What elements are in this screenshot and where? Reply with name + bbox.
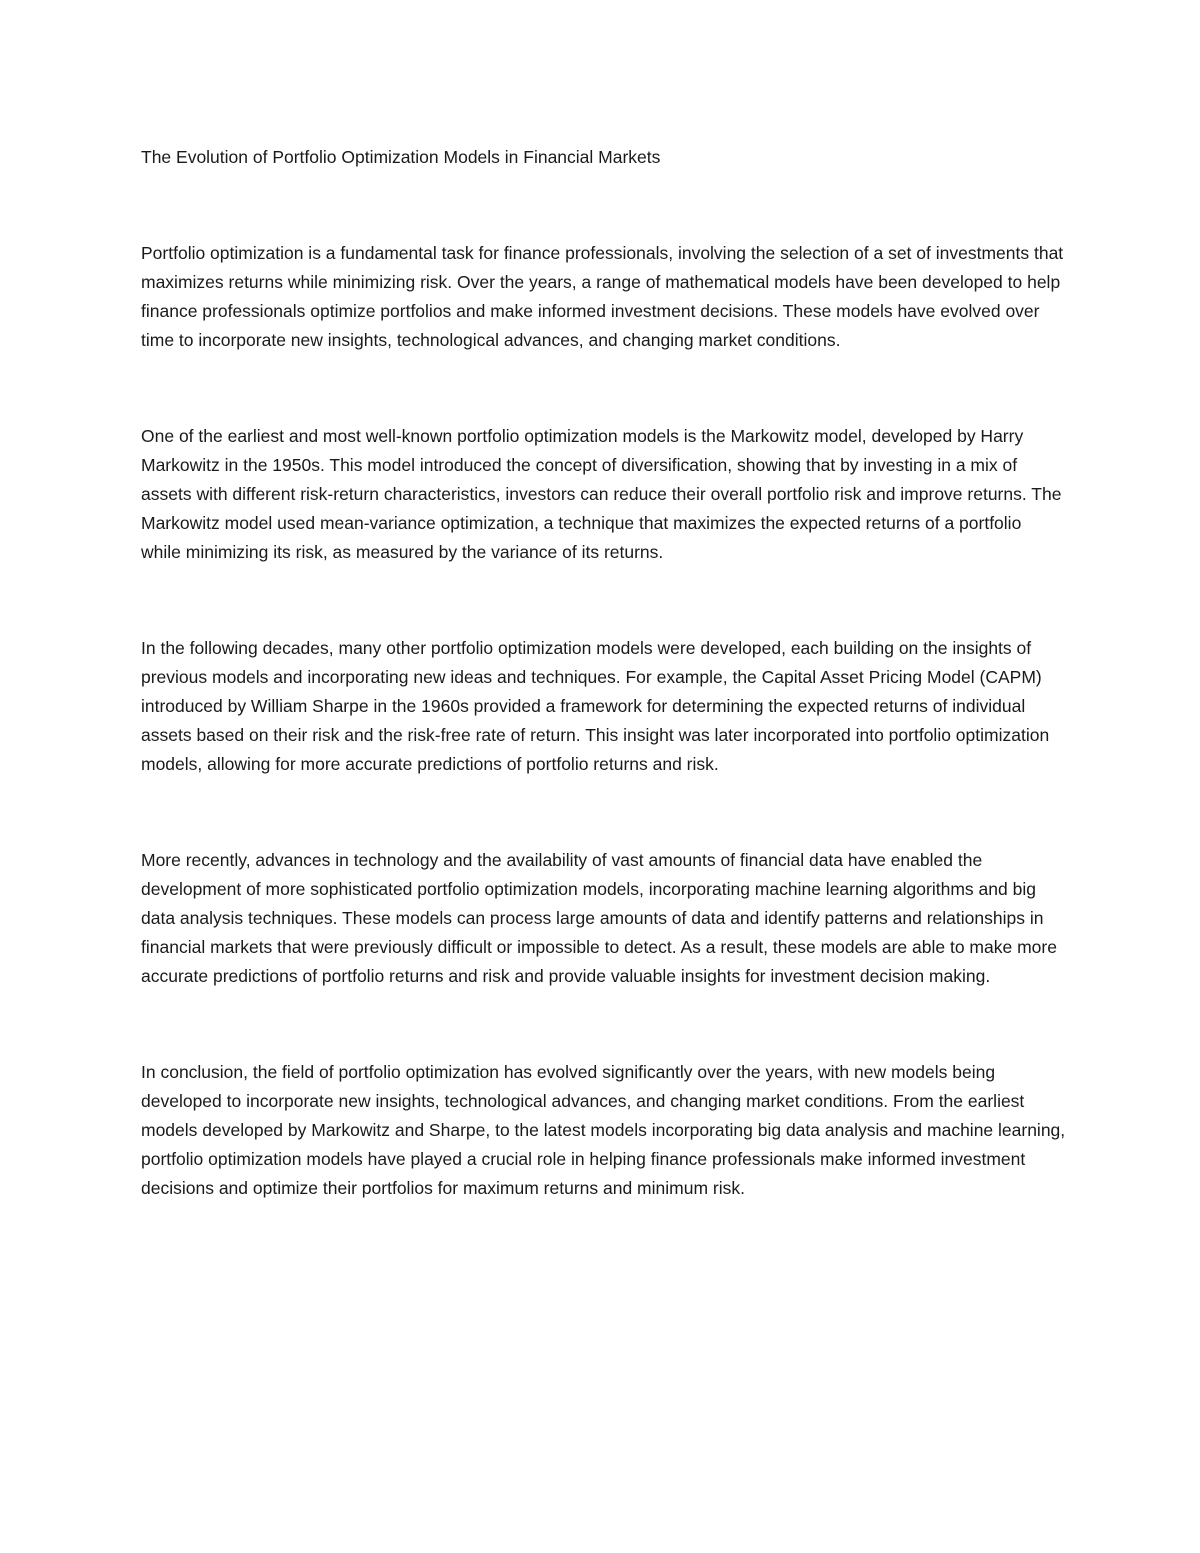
- paragraph-conclusion: In conclusion, the field of portfolio optimization has evolved significantly over the years, with new models being developed to incorporate new insights, technological advances, and changing market conditions. From the earliest models developed by Markowitz and Sharpe, to the latest models incorporating big data analysis and machine learning, portfolio optimization models have played a crucial role in helping finance professionals make informed investment decisions and optimize their portfolios for maximum returns and minimum risk.: [141, 1062, 1066, 1198]
- paragraph-intro: Portfolio optimization is a fundamental task for finance professionals, involving the selection of a set of investments that maximizes returns while minimizing risk. Over the years, a range of mathematical models have been developed to help finance professionals optimize portfolios and make informed investment decisions. These models have evolved over time to incorporate new insights, technological advances, and changing market conditions.: [141, 243, 1064, 350]
- document-title: The Evolution of Portfolio Optimization Models in Financial Markets: [141, 147, 661, 167]
- paragraph-machine-learning: More recently, advances in technology and the availability of vast amounts of financial data have enabled the development of more sophisticated portfolio optimization models, incorporating machine learning algorithms and big data analysis techniques. These models can process large amounts of data and identify patterns and relationships in financial markets that were previously difficult or impossible to detect. As a result, these models are able to make more accurate predictions of portfolio returns and risk and provide valuable insights for investment decision making.: [141, 850, 1057, 986]
- paragraph-capm: In the following decades, many other portfolio optimization models were developed, each building on the insights of previous models and incorporating new ideas and techniques. For example, the Capital Asset Pricing Model (CAPM) introduced by William Sharpe in the 1960s provided a framework for determining the expected returns of individual assets based on their risk and the risk-free rate of return. This insight was later incorporated into portfolio optimization models, allowing for more accurate predictions of portfolio returns and risk.: [141, 638, 1050, 774]
- document-body: [141, 143, 1066, 1203]
- paragraph-markowitz: One of the earliest and most well-known portfolio optimization models is the Markowitz model, developed by Harry Markowitz in the 1950s. This model introduced the concept of diversification, showing that by investing in a mix of assets with different risk-return characteristics, investors can reduce their overall portfolio risk and improve returns. The Markowitz model used mean-variance optimization, a technique that maximizes the expected returns of a portfolio while minimizing its risk, as measured by the variance of its returns.: [141, 426, 1062, 562]
